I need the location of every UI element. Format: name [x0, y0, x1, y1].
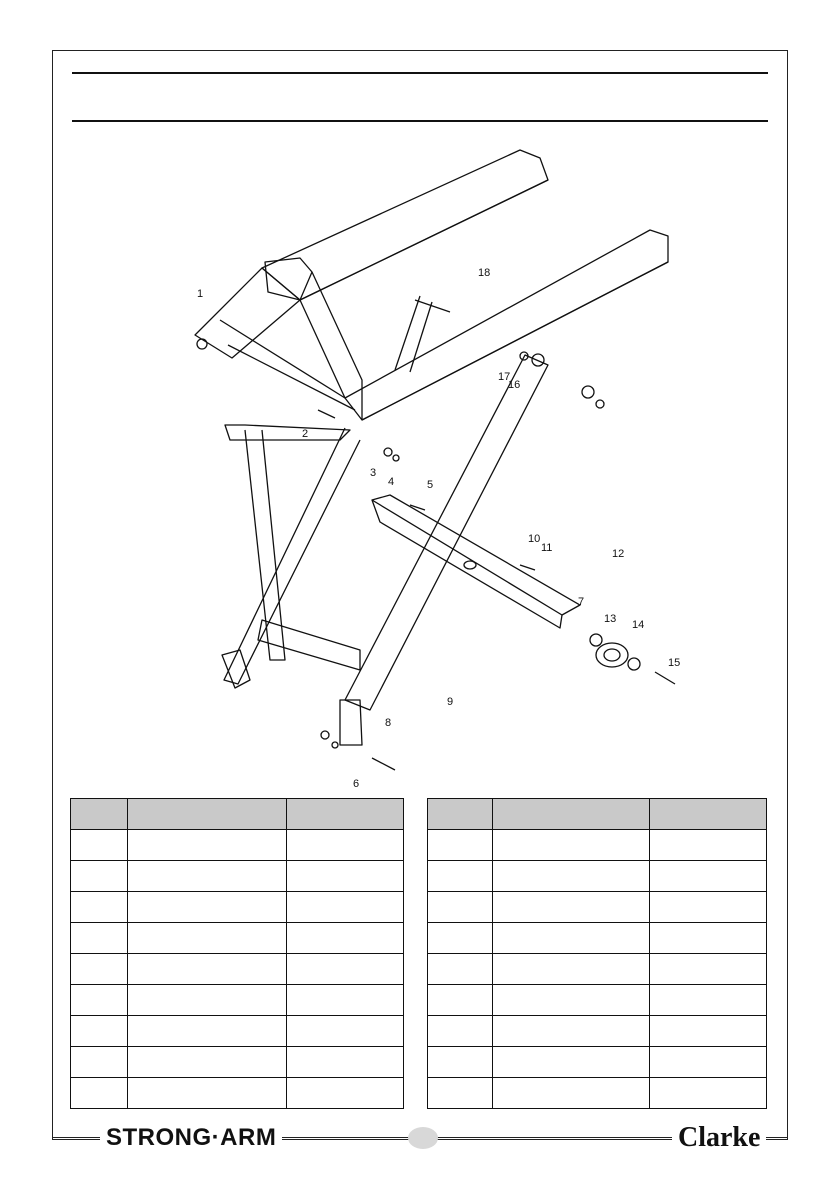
parts-table-left — [70, 798, 404, 1109]
table-row — [71, 954, 404, 985]
diagram-callouts — [197, 267, 680, 790]
clarke-logo: Clarke — [672, 1122, 766, 1154]
table-row — [428, 1016, 767, 1047]
upper-arm — [225, 425, 350, 440]
table-row — [71, 892, 404, 923]
callout-15: 15 — [668, 657, 681, 669]
callout-12: 12 — [612, 548, 625, 560]
table-row — [71, 861, 404, 892]
callout-9: 9 — [447, 696, 454, 708]
table-header-cell — [287, 799, 404, 830]
table-header-cell — [71, 799, 128, 830]
table-row — [428, 985, 767, 1016]
callout-11: 11 — [541, 542, 553, 554]
parts-table-right — [427, 798, 767, 1109]
callout-2: 2 — [302, 428, 309, 440]
table-row — [71, 985, 404, 1016]
center-bar — [372, 495, 580, 615]
diagram-svg — [160, 140, 740, 800]
lower-crossbar — [258, 620, 360, 670]
front-bracket — [195, 268, 300, 358]
table-row — [428, 1078, 767, 1109]
callout-6: 6 — [353, 778, 360, 790]
callout-10: 10 — [528, 533, 541, 545]
wheel — [596, 643, 628, 667]
table-header-row — [71, 799, 404, 830]
table-row — [71, 1047, 404, 1078]
table-header-cell — [428, 799, 493, 830]
callout-16: 16 — [508, 379, 521, 391]
table-row — [428, 892, 767, 923]
table-header-cell — [650, 799, 767, 830]
page-number-badge — [408, 1127, 438, 1149]
callout-3: 3 — [370, 467, 377, 479]
scissor-right — [345, 355, 548, 710]
table-row — [71, 1016, 404, 1047]
table-header-cell — [493, 799, 650, 830]
table-row — [428, 954, 767, 985]
strong-arm-logo: STRONG·ARM — [100, 1124, 282, 1152]
table-row — [428, 830, 767, 861]
callout-5: 5 — [427, 479, 434, 491]
table-row — [71, 923, 404, 954]
chassis-block — [265, 258, 312, 300]
table-header-cell — [128, 799, 287, 830]
table-row — [428, 861, 767, 892]
fork-left — [262, 150, 548, 300]
callout-14: 14 — [632, 619, 645, 631]
callout-1: 1 — [197, 288, 204, 300]
callout-17: 17 — [498, 371, 511, 383]
callout-7: 7 — [578, 596, 585, 608]
callout-18: 18 — [478, 267, 491, 279]
table-row — [71, 1078, 404, 1109]
table-row — [71, 830, 404, 861]
exploded-parts-diagram — [160, 140, 740, 800]
callout-13: 13 — [604, 613, 617, 625]
callout-4: 4 — [388, 476, 395, 488]
table-header-row — [428, 799, 767, 830]
table-row — [428, 1047, 767, 1078]
callout-8: 8 — [385, 717, 392, 729]
scissor-left — [224, 428, 360, 684]
table-row — [428, 923, 767, 954]
header-band — [72, 72, 768, 122]
